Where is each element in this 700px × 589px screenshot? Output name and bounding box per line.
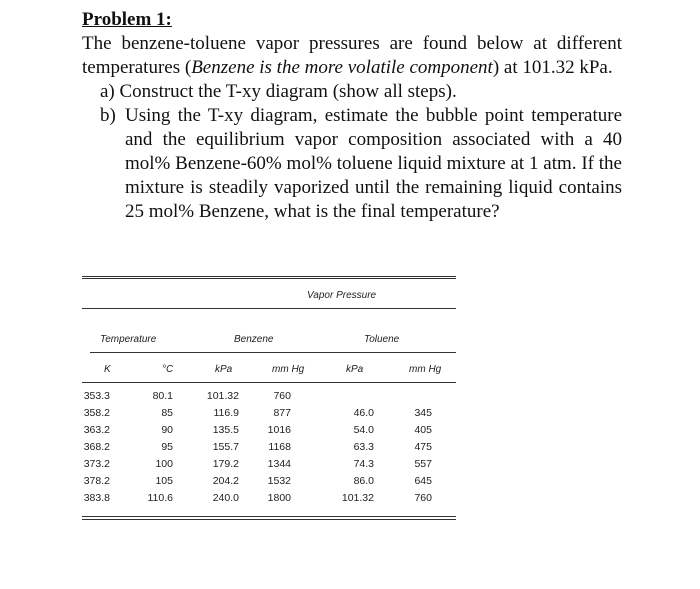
- table-cell: 54.0: [353, 424, 374, 436]
- table-rule-bottom: [82, 516, 456, 517]
- part-b-text: Using the T-xy diagram, estimate the bubble point temperature and the equilibrium vapor composition associated with a 40 mol% Benzene-60% mol% toluene liquid mixture at 1 atm. If the mixture is steadily vaporized until the remaining liquid contains 25 mol% Benzene, what is the final temperature?: [125, 105, 622, 222]
- group-header-toluene: Toluene: [364, 334, 400, 345]
- table-cell: 74.3: [353, 458, 374, 470]
- problem-intro: [82, 32, 622, 80]
- problem-statement: [82, 8, 622, 224]
- table-cell: 557: [414, 458, 432, 470]
- table-cell: 363.2: [83, 424, 110, 436]
- table-cell: 373.2: [83, 458, 110, 470]
- table-cell: 155.7: [212, 441, 239, 453]
- intro-text-2: ) at 101.32 kPa.: [492, 57, 613, 78]
- table-cell: 86.0: [353, 475, 374, 487]
- table-cell: 1532: [267, 475, 291, 487]
- table-cell: 645: [414, 475, 432, 487]
- table-cell: 1016: [267, 424, 291, 436]
- column-header-toluene-mmhg: mm Hg: [409, 364, 442, 375]
- intro-text-1: The benzene-toluene vapor pressures are found below at different temperatures (: [82, 33, 622, 78]
- table-caption: Vapor Pressure: [307, 290, 377, 301]
- table-cell: 240.0: [212, 492, 239, 504]
- table-cell: 760: [273, 390, 291, 402]
- column-header-benzene-kpa: kPa: [215, 364, 233, 375]
- table-cell: 135.5: [212, 424, 239, 436]
- column-header-benzene-mmhg: mm Hg: [272, 364, 305, 375]
- table-cell: 101.32: [341, 492, 374, 504]
- table-cell: 383.8: [83, 492, 110, 504]
- table-rule-bottom-2: [82, 519, 456, 520]
- table-cell: 100: [155, 458, 173, 470]
- table-cell: 405: [414, 424, 432, 436]
- table-rule-top: [82, 276, 456, 277]
- table-cell: 1168: [268, 441, 291, 453]
- table-cell: 95: [161, 441, 173, 453]
- table-cell: 877: [273, 407, 291, 419]
- vapor-pressure-table: [82, 276, 456, 522]
- part-b-label: b): [100, 105, 116, 126]
- part-a: a) Construct the T-xy diagram (show all steps).: [100, 81, 457, 102]
- part-b: [100, 104, 622, 224]
- group-header-temperature: Temperature: [100, 334, 157, 345]
- table-cell: 204.2: [212, 475, 239, 487]
- group-header-benzene: Benzene: [234, 334, 274, 345]
- table-cell: 90: [161, 424, 173, 436]
- table-cell: 116.9: [213, 407, 239, 419]
- problem-title: Problem 1:: [82, 9, 172, 30]
- table-cell: 63.3: [353, 441, 374, 453]
- table-cell: 1800: [267, 492, 291, 504]
- table-cell: 358.2: [83, 407, 110, 419]
- table-rule-caption: [82, 308, 456, 309]
- intro-italic: Benzene is the more volatile component: [191, 57, 493, 78]
- table-rule-top-2: [82, 278, 456, 279]
- table-cell: 105: [155, 475, 173, 487]
- column-header-toluene-kpa: kPa: [346, 364, 364, 375]
- table-cell: 353.3: [83, 390, 110, 402]
- table-rule-group: [90, 352, 456, 353]
- table-cell: 80.1: [152, 390, 173, 402]
- table-rule-columns: [82, 382, 456, 383]
- table-cell: 760: [414, 492, 432, 504]
- column-header-c: °C: [162, 364, 174, 375]
- table-cell: 85: [161, 407, 173, 419]
- table-cell: 368.2: [83, 441, 110, 453]
- table-cell: 475: [414, 441, 432, 453]
- table-cell: 101.32: [206, 390, 239, 402]
- table-cell: 179.2: [212, 458, 239, 470]
- column-header-k: K: [104, 364, 111, 375]
- table-cell: 110.6: [147, 492, 173, 504]
- table-cell: 345: [414, 407, 432, 419]
- table-cell: 378.2: [83, 475, 110, 487]
- table-cell: 1344: [267, 458, 291, 470]
- table-cell: 46.0: [353, 407, 374, 419]
